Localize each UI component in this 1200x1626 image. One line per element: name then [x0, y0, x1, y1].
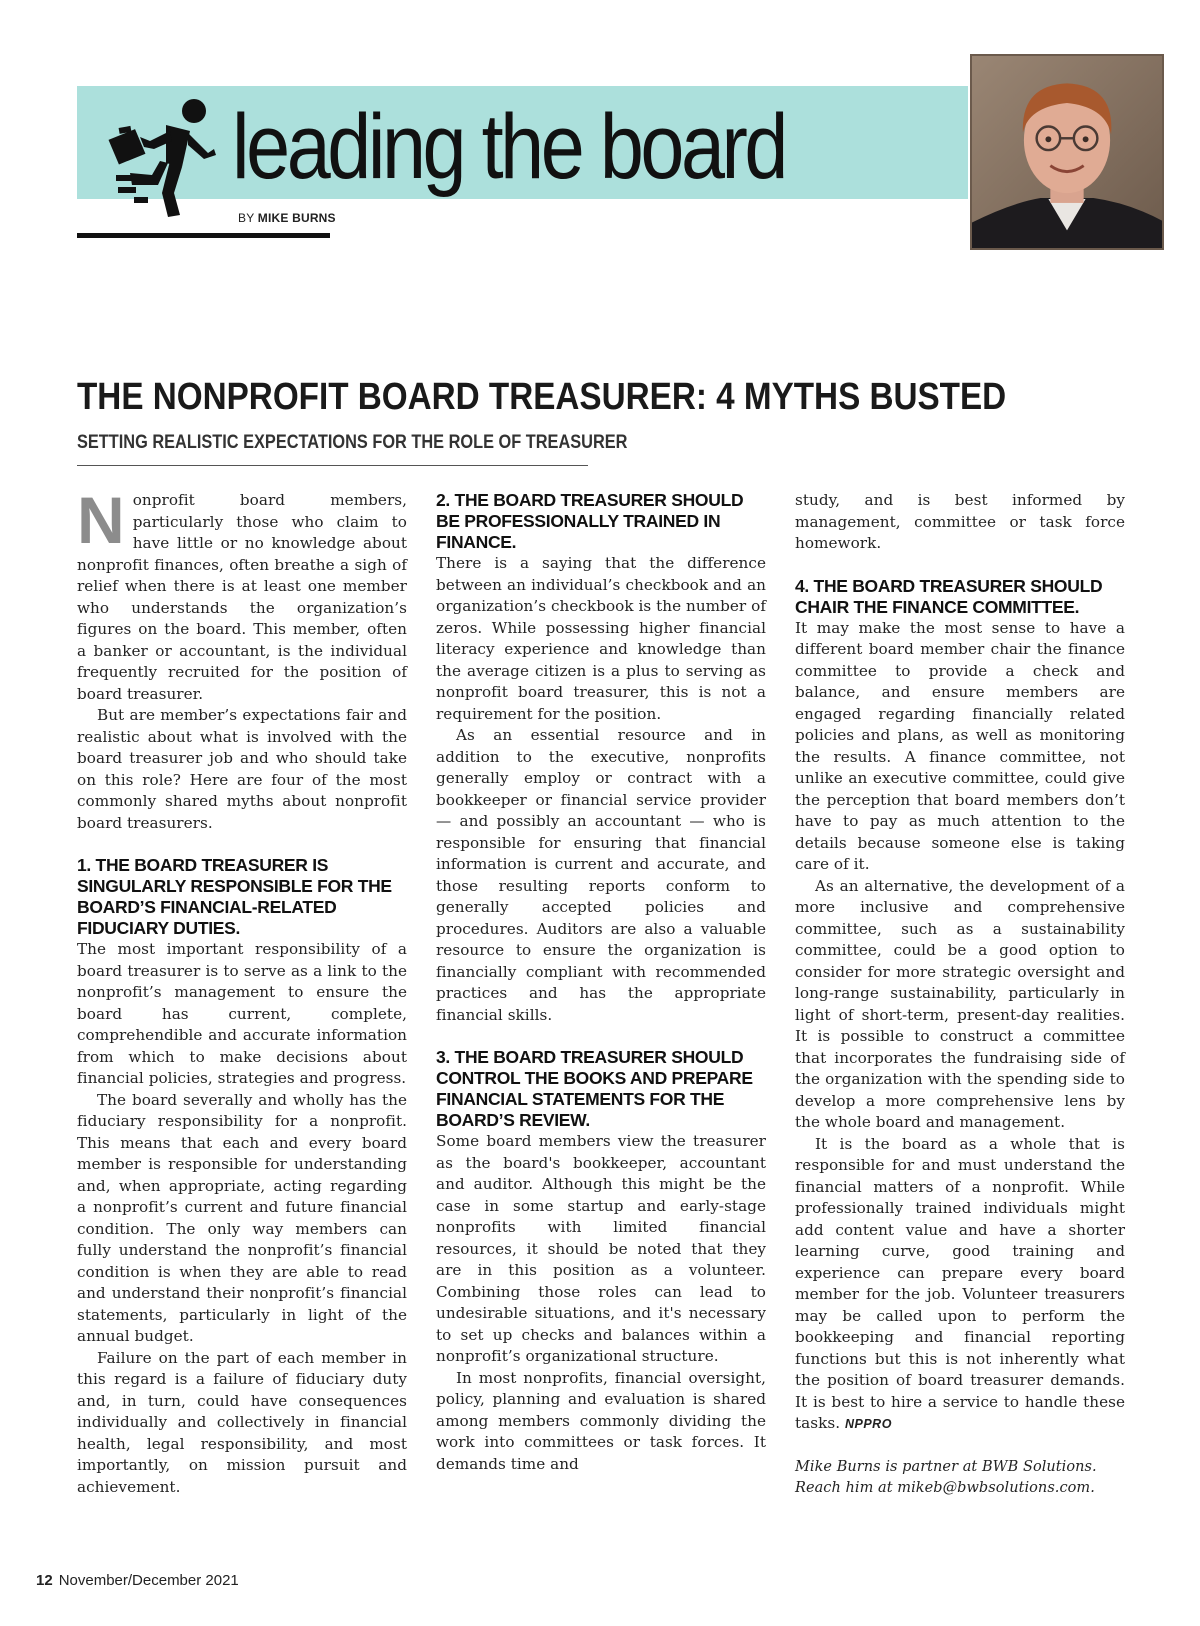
article-headline: THE NONPROFIT BOARD TREASURER: 4 MYTHS BUSTED: [77, 376, 1007, 418]
column-2: [436, 490, 766, 1475]
myth-3-paragraph-1: Some board members view the treasurer as the board's bookkeeper, accountant and auditor. Although this might be the case in some startup and early-stage nonprofits with limited financial resources, it should be noted that they are in this position as a volunteer. Combining those roles can lead to undesirable situations, and it's necessary to set up checks and balances within a nonprofit’s organizational structure.: [436, 1132, 766, 1365]
author-bio-line-2: Reach him at mikeb@bwbsolutions.com.: [795, 1479, 1095, 1496]
sign-off-mark: NPPRO: [844, 1417, 892, 1431]
myth-4-heading: 4. THE BOARD TREASURER SHOULD CHAIR THE FINANCE COMMITTEE.: [795, 575, 1103, 617]
running-businessman-icon: [104, 97, 219, 219]
page-folio: [36, 1572, 239, 1589]
myth-2-heading: 2. THE BOARD TREASURER SHOULD BE PROFESSIONALLY TRAINED IN FINANCE.: [436, 490, 744, 552]
myth-1-heading: 1. THE BOARD TREASURER IS SINGULARLY RESPONSIBLE FOR THE BOARD’S FINANCIAL-RELATED FIDUCIARY DUTIES.: [77, 855, 392, 938]
myth-4-paragraph-2: As an alternative, the development of a more inclusive and comprehensive committee, such as a sustainability committee, could be a good option to consider for more strategic oversight and long-range sustainability, particularly in light of short-term, present-day realities. It is possible to construct a committee that incorporates the fundraising side of the organization with the spending side to develop a more comprehensive lens by the whole board and management.: [795, 876, 1125, 1131]
myth-2-paragraph-2: As an essential resource and in addition to the executive, nonprofits generally employ or contract with a bookkeeper or financial service provider — and possibly an accountant — who is responsible for ensuring that financial information is current and accurate, and those resulting reports conform to generally accepted policies and procedures. Auditors are also a valuable resource to ensure the organization is financially compliant with recommended practices and has the appropriate financial skills.: [436, 726, 766, 1024]
myth-4-paragraph-3: [795, 1134, 1125, 1436]
section-title: leading the board: [232, 96, 786, 198]
myth-3-heading: 3. THE BOARD TREASURER SHOULD CONTROL THE BOOKS AND PREPARE FINANCIAL STATEMENTS FOR THE BOARD’S REVIEW.: [436, 1047, 753, 1130]
drop-cap: N: [77, 483, 125, 557]
intro-paragraph-1-text: onprofit board members, particularly those who claim to have little or no knowledge about nonprofit finances, often breathe a sigh of relief when there is at least one member who understands the organization’s figures on the board. This member, often a banker or accountant, is the individual frequently recruited for the position of board treasurer.: [77, 491, 407, 703]
myth-3-paragraph-2-continued: study, and is best informed by management, committee or task force homework.: [795, 491, 1125, 552]
myth-4-paragraph-1: It may make the most sense to have a different board member chair the finance committee to provide a check and balance, and ensure members are engaged regarding financially related policies and plans, as well as monitoring the results. A finance committee, not unlike an executive committee, could give the perception that board members don’t have to pay as much attention to the details because someone else is taking care of it.: [795, 618, 1125, 873]
header-rule: [77, 233, 330, 238]
column-1: [77, 483, 407, 1498]
author-bio: [795, 1457, 1125, 1499]
column-3: [795, 490, 1125, 1499]
author-bio-line-1: Mike Burns is partner at BWB Solutions.: [795, 1458, 1097, 1475]
subhead-rule: [77, 465, 588, 466]
byline: [238, 211, 336, 225]
byline-prefix: BY: [238, 211, 255, 225]
article-subhead: SETTING REALISTIC EXPECTATIONS FOR THE ROLE OF TREASURER: [77, 432, 628, 453]
page-number: 12: [36, 1572, 53, 1589]
author-photo: [970, 54, 1164, 250]
myth-1-paragraph-2: The board severally and wholly has the fiduciary responsibility for a nonprofit. This means that each and every board member is responsible for understanding and, when appropriate, acting regarding a nonprofit’s current and future financial condition. The only way members can fully understand the nonprofit’s financial condition is when they are able to read and understand their nonprofit’s financial statements, particularly in light of the annual budget.: [77, 1090, 407, 1345]
intro-paragraph-2: But are member’s expectations fair and realistic about what is involved with the board treasurer job and who should take on this role? Here are four of the most commonly shared myths about nonprofit board treasurers.: [77, 706, 407, 832]
myth-1-paragraph-3: Failure on the part of each member in this regard is a failure of fiduciary duty and, in turn, could have consequences individually and collectively in financial health, legal responsibility, and most importantly, on mission pursuit and achievement.: [77, 1348, 407, 1496]
myth-3-paragraph-2: In most nonprofits, financial oversight, policy, planning and evaluation is shared among members commonly dividing the work into committees or task forces. It demands time and: [436, 1368, 766, 1473]
issue-date: November/December 2021: [58, 1572, 239, 1589]
intro-paragraph-1: [77, 483, 407, 705]
myth-2-paragraph-1: There is a saying that the difference between an individual’s checkbook and an organization’s checkbook is the number of zeros. While possessing higher financial literacy experience and knowledge than the average citizen is a plus to serving as nonprofit board treasurer, this is not a requirement for the position.: [436, 554, 766, 723]
myth-1-paragraph-1: The most important responsibility of a board treasurer is to serve as a link to the nonprofit’s management to ensure the board has current, complete, comprehendible and accurate information from which to make decisions about financial policies, strategies and progress.: [77, 940, 407, 1087]
byline-author: MIKE BURNS: [257, 211, 336, 225]
myth-4-paragraph-3-text: It is the board as a whole that is responsible for and must understand the financial matters of a nonprofit. While professionally trained individuals might add content value and have a shorter learning curve, good training and experience can prepare every board member for the job. Volunteer treasurers may be called upon to perform the bookkeeping and financial reporting functions but this is not inherently what the position of board treasurer demands. It is best to hire a service to handle these tasks.: [795, 1134, 1125, 1432]
